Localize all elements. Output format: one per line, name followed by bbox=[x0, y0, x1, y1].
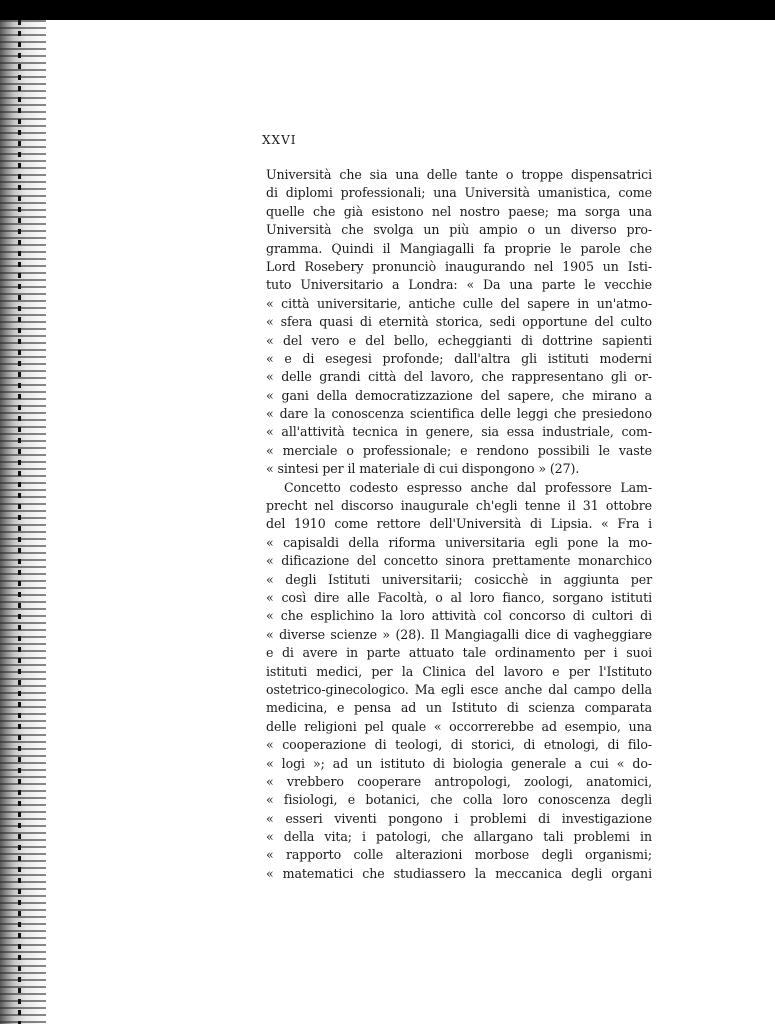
text-line: di diplomi professionali; una Università umanistica, come bbox=[266, 185, 652, 201]
text-line: Concetto codesto espresso anche dal professore Lam- bbox=[284, 479, 652, 495]
text-line: « capisaldi della riforma universitaria egli pone la mo- bbox=[266, 534, 652, 550]
text-line: gramma. Quindi il Mangiagalli fa proprie le parole che bbox=[266, 240, 652, 256]
text-line: « all'attività tecnica in genere, sia essa industriale, com- bbox=[266, 424, 652, 440]
text-line: e di avere in parte attuato tale ordinamento per i suoi bbox=[266, 645, 652, 661]
text-line: Università che sia una delle tante o troppe dispensatrici bbox=[266, 167, 652, 182]
scan-binding-edge bbox=[18, 20, 21, 1024]
body-text bbox=[266, 166, 652, 883]
scan-binding-gutter bbox=[0, 20, 46, 1024]
text-line: tuto Universitario a Londra: « Da una parte le vecchie bbox=[266, 277, 652, 293]
text-line: « degli Istituti universitarii; cosicchè in aggiunta per bbox=[266, 571, 652, 587]
text-line: « della vita; i patologi, che allargano tali problemi in bbox=[266, 829, 652, 845]
text-line: delle religioni pel quale « occorrerebbe ad esempio, una bbox=[266, 718, 652, 734]
text-line: « dificazione del concetto sinora prettamente monarchico bbox=[266, 553, 652, 569]
text-line: « città universitarie, antiche culle del sapere in un'atmo- bbox=[266, 295, 652, 311]
text-line: « sfera quasi di eternità storica, sedi opportune del culto bbox=[266, 314, 652, 330]
text-line: « diverse scienze » (28). Il Mangiagalli dice di vagheggiare bbox=[266, 626, 652, 642]
text-line: « sintesi per il materiale di cui dispongono » (27). bbox=[266, 461, 580, 477]
text-line: del 1910 come rettore dell'Università di Lipsia. « Fra i bbox=[266, 516, 652, 532]
text-line: « esseri viventi pongono i problemi di investigazione bbox=[266, 810, 652, 826]
text-line: precht nel discorso inaugurale ch'egli tenne il 31 ottobre bbox=[266, 498, 652, 514]
text-line: ostetrico-ginecologico. Ma egli esce anche dal campo della bbox=[266, 681, 652, 697]
text-line: « merciale o professionale; e rendono possibili le vaste bbox=[266, 442, 652, 458]
scan-top-border bbox=[0, 0, 775, 20]
text-line: « fisiologi, e botanici, che colla loro conoscenza degli bbox=[266, 792, 652, 808]
text-line: « dare la conoscenza scientifica delle leggi che presiedono bbox=[266, 406, 652, 422]
text-line: « matematici che studiassero la meccanica degli organi bbox=[266, 865, 652, 881]
text-line: « rapporto colle alterazioni morbose degli organismi; bbox=[266, 847, 652, 863]
text-line: Lord Rosebery pronunciò inaugurando nel 1905 un Isti- bbox=[266, 258, 652, 274]
text-line: « e di esegesi profonde; dall'altra gli istituti moderni bbox=[266, 350, 652, 366]
text-line: Università che svolga un più ampio o un diverso pro- bbox=[266, 222, 652, 238]
page-number: XXVI bbox=[262, 133, 297, 147]
text-line: « logi »; ad un istituto di biologia generale a cui « do- bbox=[266, 755, 652, 771]
text-line: « del vero e del bello, echeggianti di dottrine sapienti bbox=[266, 332, 652, 348]
text-line: « delle grandi città del lavoro, che rappresentano gli or- bbox=[266, 369, 652, 385]
text-line: istituti medici, per la Clinica del lavoro e per l'Istituto bbox=[266, 663, 652, 679]
text-line: quelle che già esistono nel nostro paese; ma sorga una bbox=[266, 203, 652, 219]
text-line: « gani della democratizzazione del sapere, che mirano a bbox=[266, 387, 652, 403]
text-line: « così dire alle Facoltà, o al loro fianco, sorgano istituti bbox=[266, 589, 652, 605]
text-line: medicina, e pensa ad un Istituto di scienza comparata bbox=[266, 700, 652, 716]
text-line: « che esplichino la loro attività col concorso di cultori di bbox=[266, 608, 652, 624]
text-line: « cooperazione di teologi, di storici, di etnologi, di filo- bbox=[266, 737, 652, 753]
text-line: « vrebbero cooperare antropologi, zoologi, anatomici, bbox=[266, 773, 652, 789]
